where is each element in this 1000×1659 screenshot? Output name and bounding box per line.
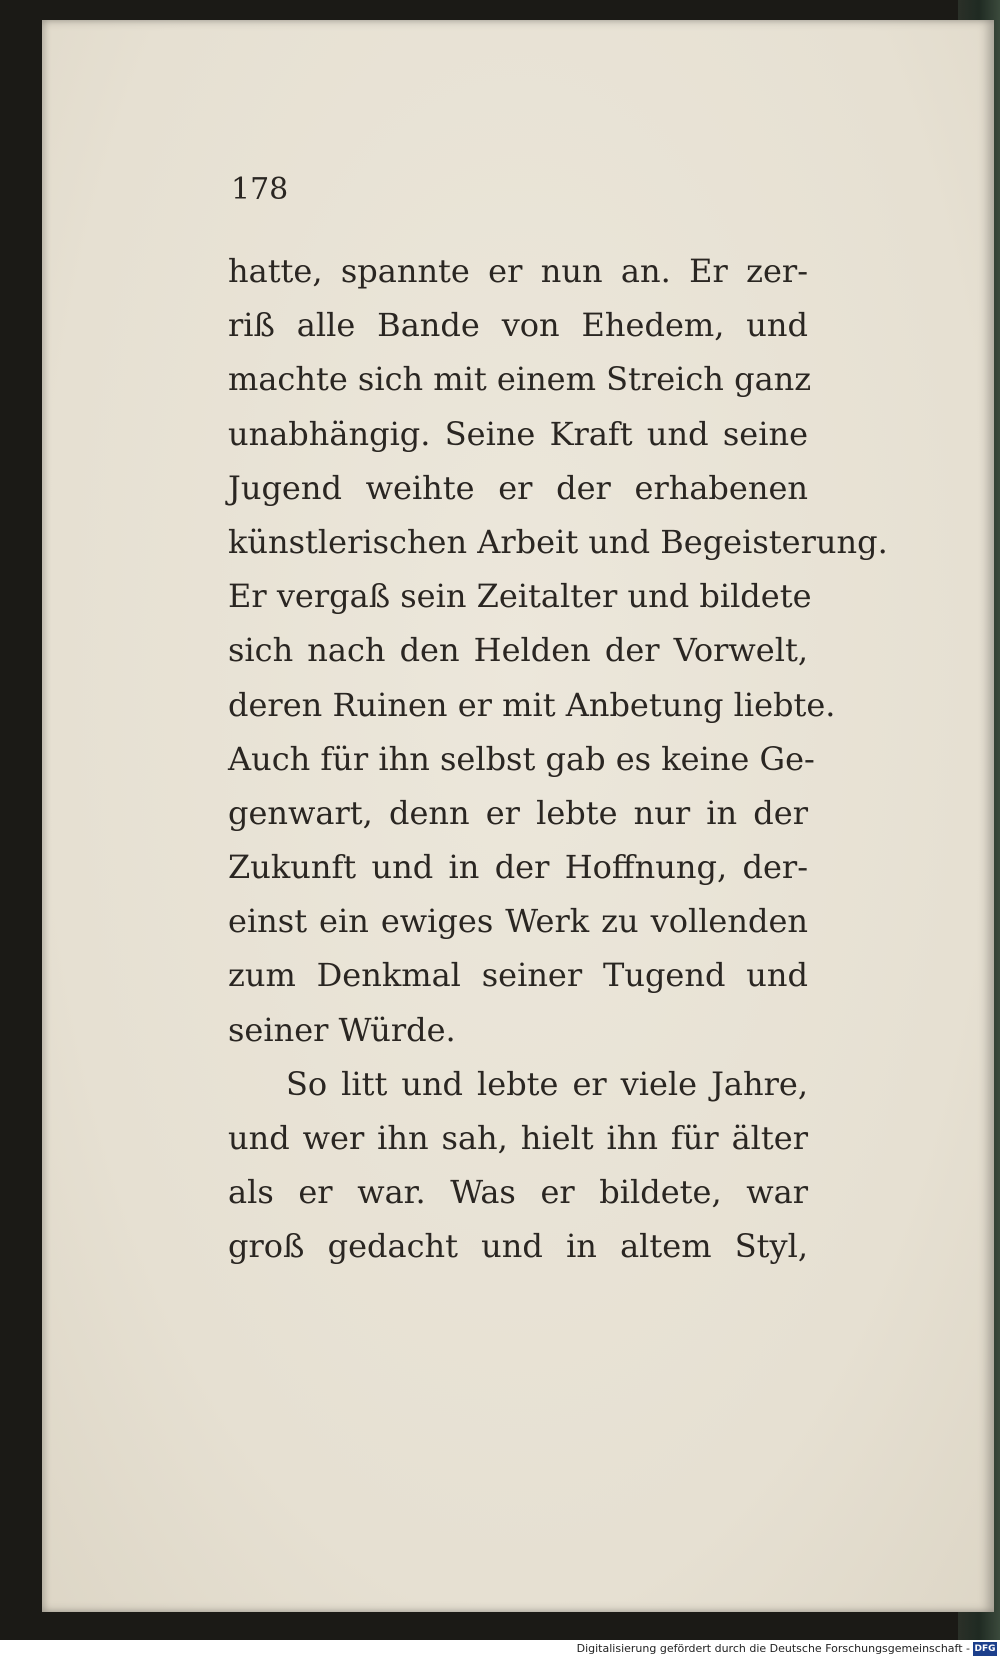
text-line: unabhängig. Seine Kraft und seine [228, 414, 808, 453]
text-line: sich nach den Helden der Vorwelt, [228, 631, 808, 670]
text-line: Auch für ihn selbst gab es keine Ge- [228, 739, 815, 778]
text-line: hatte, spannte er nun an. Er zer- [228, 252, 808, 290]
text-line: genwart, denn er lebte nur in der [228, 793, 808, 832]
text-line: deren Ruinen er mit Anbetung liebte. [228, 685, 836, 724]
paragraph-start-line: So litt und lebte er viele Jahre, [286, 1064, 808, 1103]
text-line: Zukunft und in der Hoffnung, der- [228, 848, 808, 887]
paragraph-end-line: seiner Würde. [228, 1010, 456, 1049]
dfg-logo-icon: DFG [974, 1644, 996, 1654]
body-text [228, 244, 888, 1274]
text-line: riß alle Bande von Ehedem, und [228, 306, 808, 345]
text-line: zum Denkmal seiner Tugend und [228, 956, 808, 995]
text-line: groß gedacht und in altem Styl, [228, 1227, 808, 1266]
footer-bar [0, 1640, 1000, 1659]
text-line: Er vergaß sein Zeitalter und bildete [228, 577, 812, 616]
text-line: und wer ihn sah, hielt ihn für älter [228, 1119, 808, 1157]
text-line: machte sich mit einem Streich ganz [228, 360, 812, 399]
text-line: künstlerischen Arbeit und Begeisterung. [228, 522, 888, 561]
text-line: einst ein ewiges Werk zu vollenden [228, 902, 808, 941]
text-line: als er war. Was er bildete, war [228, 1173, 808, 1212]
page-number: 178 [231, 172, 289, 207]
text-line: Jugend weihte er der erhabenen [228, 468, 808, 507]
funding-credit: Digitalisierung gefördert durch die Deutsche Forschungsgemeinschaft - [576, 1642, 970, 1655]
